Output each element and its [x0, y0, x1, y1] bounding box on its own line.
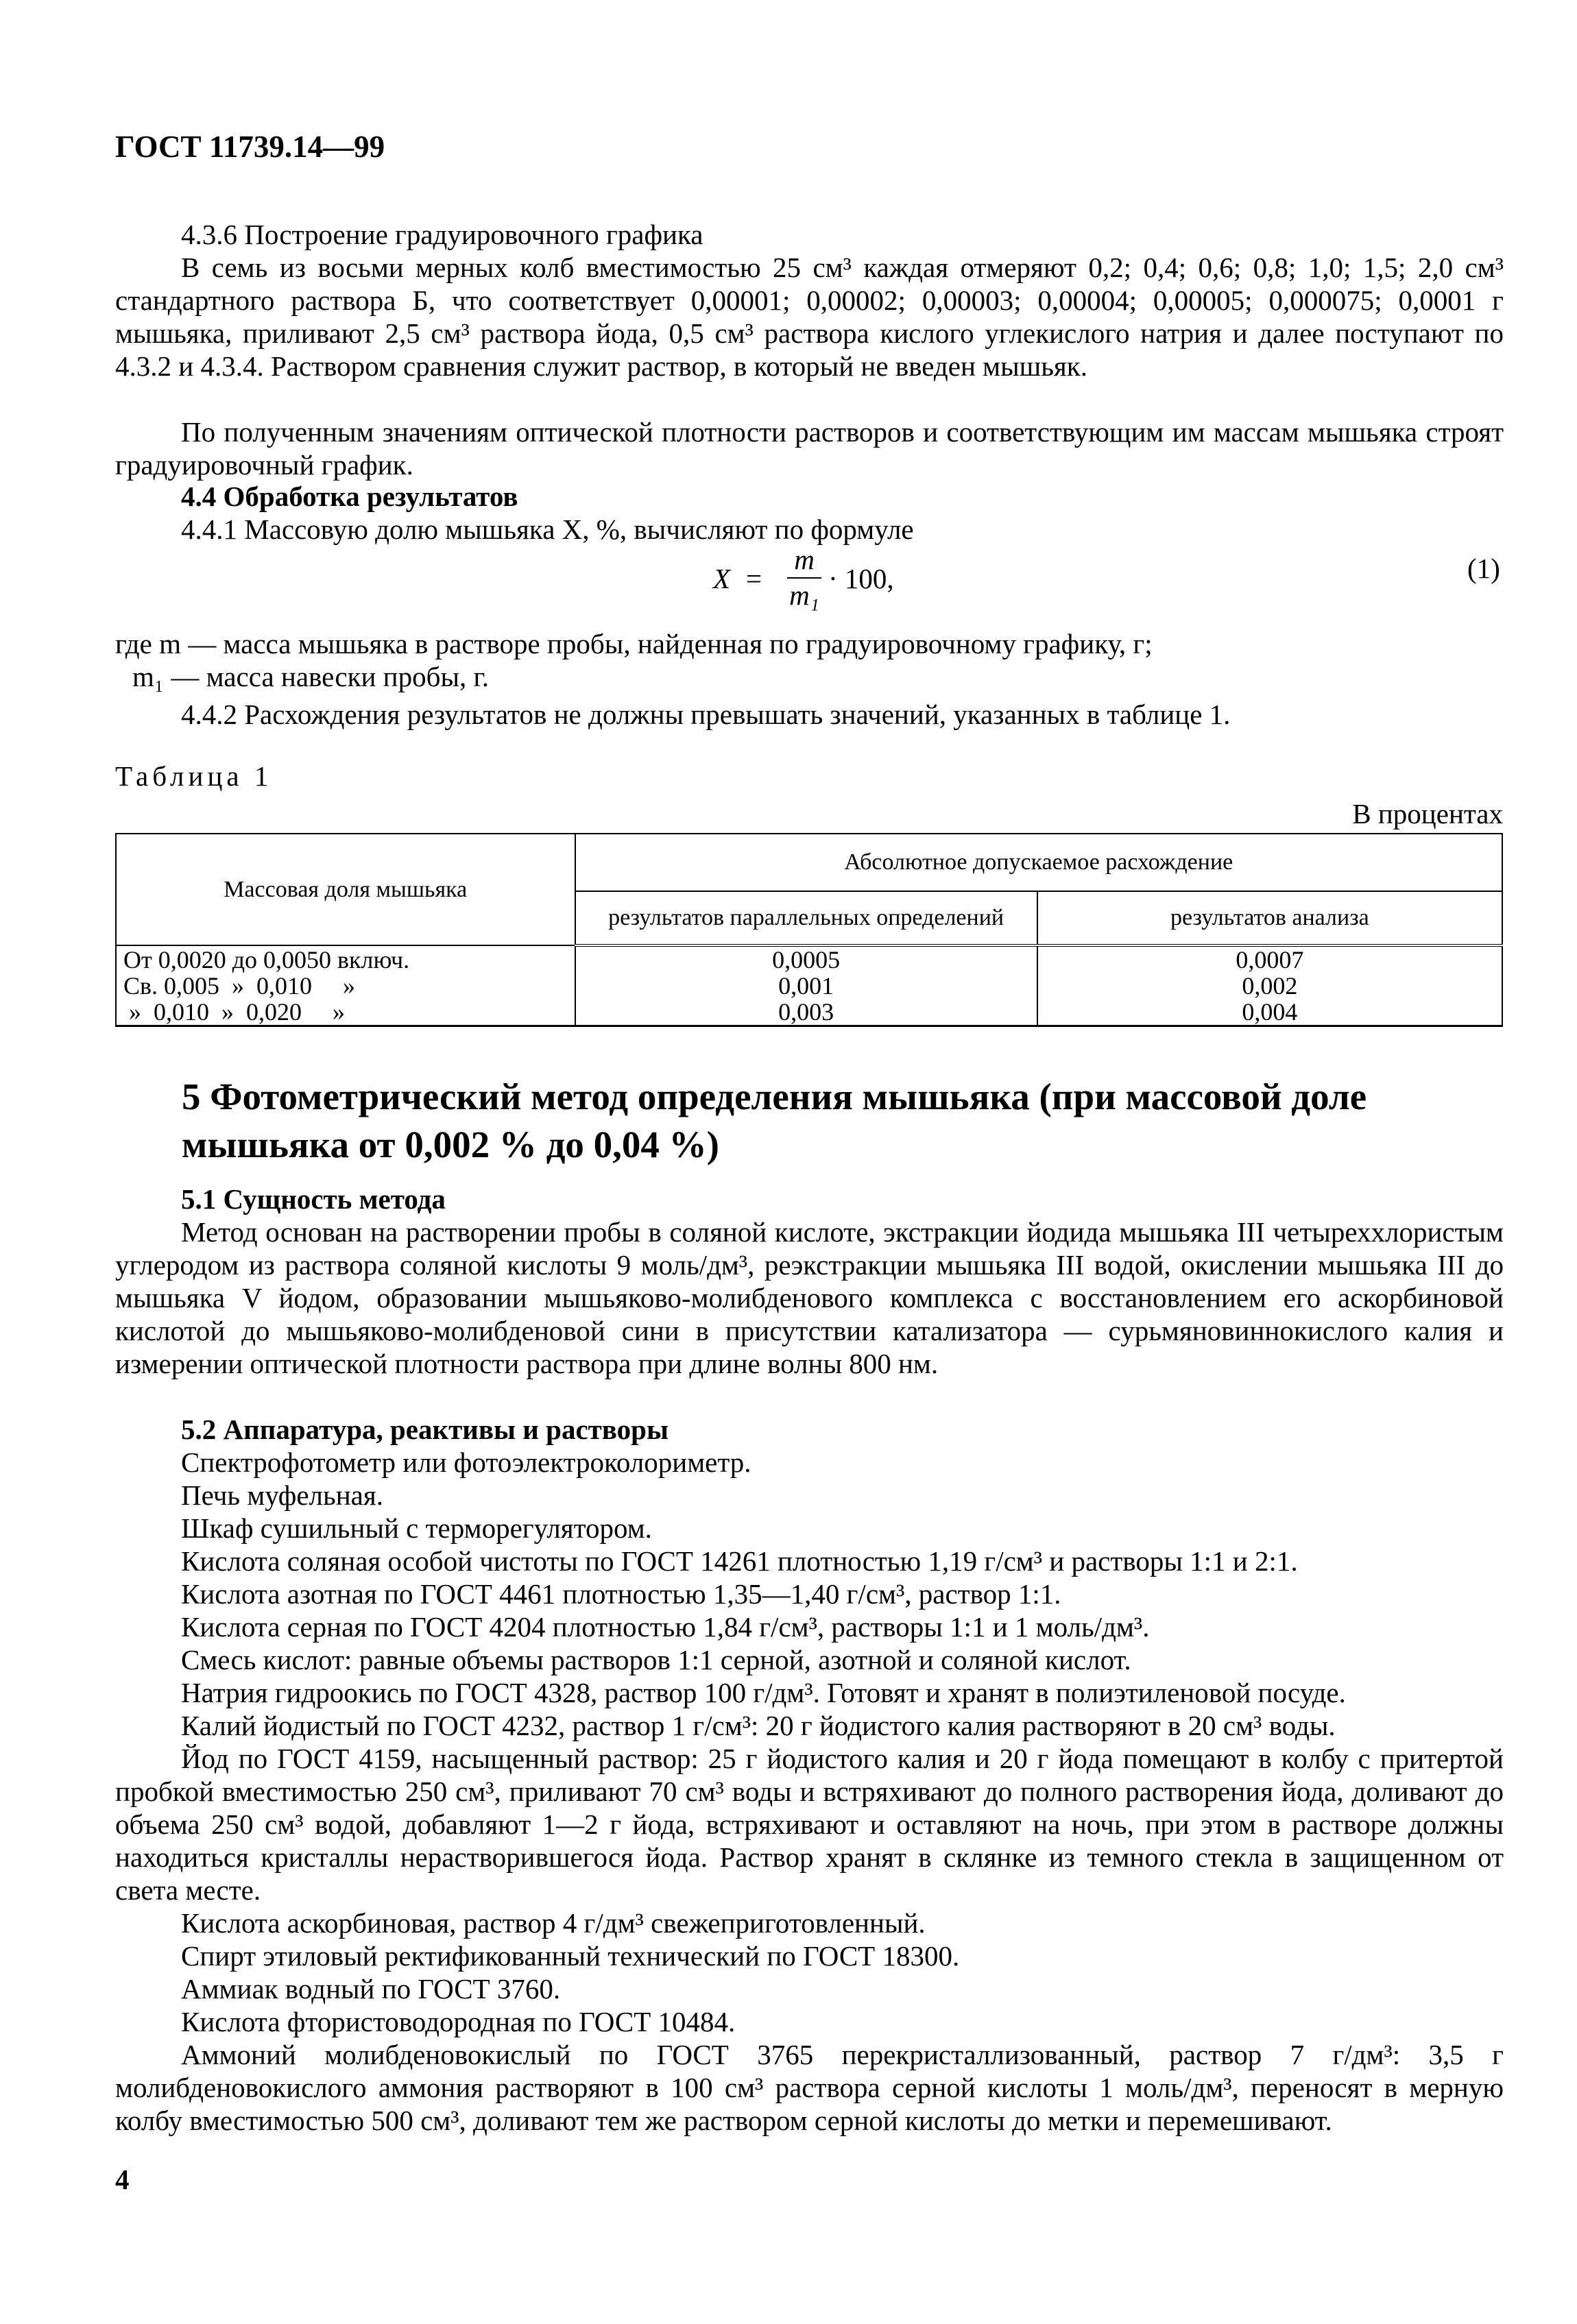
- table-units: В процентах: [1352, 798, 1503, 830]
- page-header: ГОСТ 11739.14—99: [115, 130, 385, 164]
- table-cell-parallel: 0,003: [575, 999, 1037, 1026]
- reagent-item: Печь муфельная.: [181, 1479, 383, 1511]
- reagent-item: Шкаф сушильный с терморегулятором.: [181, 1512, 652, 1544]
- formula-number: (1): [1467, 553, 1500, 584]
- reagent-item: Кислота фтористоводородная по ГОСТ 10484.: [181, 2006, 736, 2037]
- table-row: [116, 945, 1502, 973]
- reagent-item: Аммиак водный по ГОСТ 3760.: [181, 1973, 561, 2005]
- table-cell-parallel: 0,0005: [575, 945, 1037, 973]
- reagent-item: Кислота серная по ГОСТ 4204 плотностью 1,84 г/см³, растворы 1:1 и 1 моль/дм³.: [181, 1611, 1150, 1643]
- table-caption: Таблица 1: [115, 760, 273, 792]
- table-header-discrepancy: Абсолютное допускаемое расхождение: [575, 834, 1503, 891]
- section-5-1-text: Метод основан на растворении пробы в соляной кислоте, экстракции йодида мышьяка III четыреххлористым углеродом из раствора соляной кислоты 9 моль/дм³, реэкстракции мышьяка III водой, окислении мышьяка III до мышьяка V йодом, образовании мышьяково-молибденового комплекса с восстановлением его аскорбиновой кислотой до мышьяково-молибденовой сини в присутствии катализатора — сурьмяновиннокислого калия и измерении оптической плотности раствора при длине волны 800 нм.: [115, 1216, 1504, 1379]
- formula-rest: · 100,: [828, 563, 894, 594]
- section-4-3-6-paragraph-2: По полученным значениям оптической плотности растворов и соответствующим им массам мышьяка строят градуировочный график.: [115, 416, 1504, 481]
- reagent-ammonium-paragraph: Аммоний молибденовокислый по ГОСТ 3765 перекристаллизованный, раствор 7 г/дм³: 3,5 г молибденовокислого аммония растворяют в 100 см³ раствора серной кислоты 1 моль/дм³, переносят в мерную колбу вместимостью 500 см³, доливают тем же раствором серной кислоты до метки и перемешивают.: [115, 2039, 1504, 2136]
- reagent-item: Натрия гидроокись по ГОСТ 4328, раствор 100 г/дм³. Готовят и хранят в полиэтиленовой посуде.: [181, 1677, 1346, 1708]
- page-number: 4: [115, 2164, 130, 2195]
- formula-where-m: где m — масса мышьяка в растворе пробы, найденная по градуировочному графику, г;: [115, 628, 1153, 659]
- section-5-title: 5 Фотометрический метод определения мышьяка (при массовой доле мышьяка от 0,002 % до 0,04 %): [182, 1076, 1367, 1165]
- formula-where-m1: m₁ — масса навески пробы, г.: [132, 661, 489, 692]
- reagent-item: Смесь кислот: равные объемы растворов 1:1 серной, азотной и соляной кислот.: [181, 1644, 1131, 1675]
- table-header-mass-fraction: Массовая доля мышьяка: [116, 834, 575, 945]
- reagent-item: Кислота азотная по ГОСТ 4461 плотностью 1,35—1,40 г/см³, раствор 1:1.: [181, 1578, 1061, 1610]
- table-header-parallel: результатов параллельных определений: [575, 891, 1037, 945]
- table-cell-range: От 0,0020 до 0,0050 включ.: [116, 945, 575, 973]
- reagent-item: Кислота аскорбиновая, раствор 4 г/дм³ свежеприготовленный.: [181, 1907, 926, 1939]
- section-5-1-title: 5.1 Сущность метода: [181, 1183, 446, 1215]
- formula-1: [713, 543, 987, 618]
- reagent-item: Кислота соляная особой чистоты по ГОСТ 14261 плотностью 1,19 г/см³ и растворы 1:1 и 2:1.: [181, 1545, 1298, 1577]
- formula-numerator: m: [794, 544, 815, 575]
- table-1: [115, 833, 1503, 1027]
- section-4-3-6-paragraph-1: В семь из восьми мерных колб вместимостью 25 см³ каждая отмеряют 0,2; 0,4; 0,6; 0,8; 1,0; 1,5; 2,0 см³ стандартного раствора Б, что соответствует 0,00001; 0,00002; 0,00003; 0,00004; 0,00005; 0,000075; 0,0001 г мышьяка, приливают 2,5 см³ раствора йода, 0,5 см³ раствора кислого углекислого натрия и далее поступают по 4.3.2 и 4.3.4. Раствором сравнения служит раствор, в который не введен мышьяк.: [115, 252, 1504, 382]
- reagent-item: Спектрофотометр или фотоэлектроколориметр.: [181, 1447, 751, 1478]
- formula-lhs: X: [713, 563, 731, 594]
- reagent-iodine-paragraph: Йод по ГОСТ 4159, насыщенный раствор: 25 г йодистого калия и 20 г йода помещают в колбу с притертой пробкой вместимостью 250 см³, приливают 70 см³ воды и встряхивают до полного растворения йода, доливают до объема 250 см³ водой, добавляют 1—2 г йода, встряхивают и оставляют на ночь, при этом в растворе должны находиться кристаллы нерастворившегося йода. Раствор хранят в склянке из темного стекла в защищенном от света месте.: [115, 1743, 1504, 1906]
- table-header-analysis: результатов анализа: [1037, 891, 1502, 945]
- section-4-4-2-text: 4.4.2 Расхождения результатов не должны превышать значений, указанных в таблице 1.: [181, 699, 1231, 730]
- formula-equals: =: [746, 563, 762, 594]
- section-5-2-title: 5.2 Аппаратура, реактивы и растворы: [181, 1414, 669, 1445]
- reagent-item: Калий йодистый по ГОСТ 4232, раствор 1 г/см³: 20 г йодистого калия растворяют в 20 см³ воды.: [181, 1710, 1336, 1741]
- table-cell-analysis: 0,004: [1037, 999, 1502, 1026]
- table-cell-range: Св. 0,005 » 0,010 »: [116, 973, 575, 999]
- table-cell-range: » 0,010 » 0,020 »: [116, 999, 575, 1026]
- table-row: [116, 973, 1502, 999]
- section-4-3-6-title: 4.3.6 Построение градуировочного графика: [181, 219, 703, 250]
- reagent-item: Спирт этиловый ректификованный технический по ГОСТ 18300.: [181, 1940, 960, 1972]
- table-cell-analysis: 0,002: [1037, 973, 1502, 999]
- table-row: [116, 999, 1502, 1026]
- section-4-4-title: 4.4 Обработка результатов: [181, 481, 518, 512]
- table-cell-analysis: 0,0007: [1037, 945, 1502, 973]
- formula-denominator: m₁: [789, 579, 819, 611]
- section-4-4-1-text: 4.4.1 Массовую долю мышьяка X, %, вычисляют по формуле: [181, 513, 914, 545]
- table-cell-parallel: 0,001: [575, 973, 1037, 999]
